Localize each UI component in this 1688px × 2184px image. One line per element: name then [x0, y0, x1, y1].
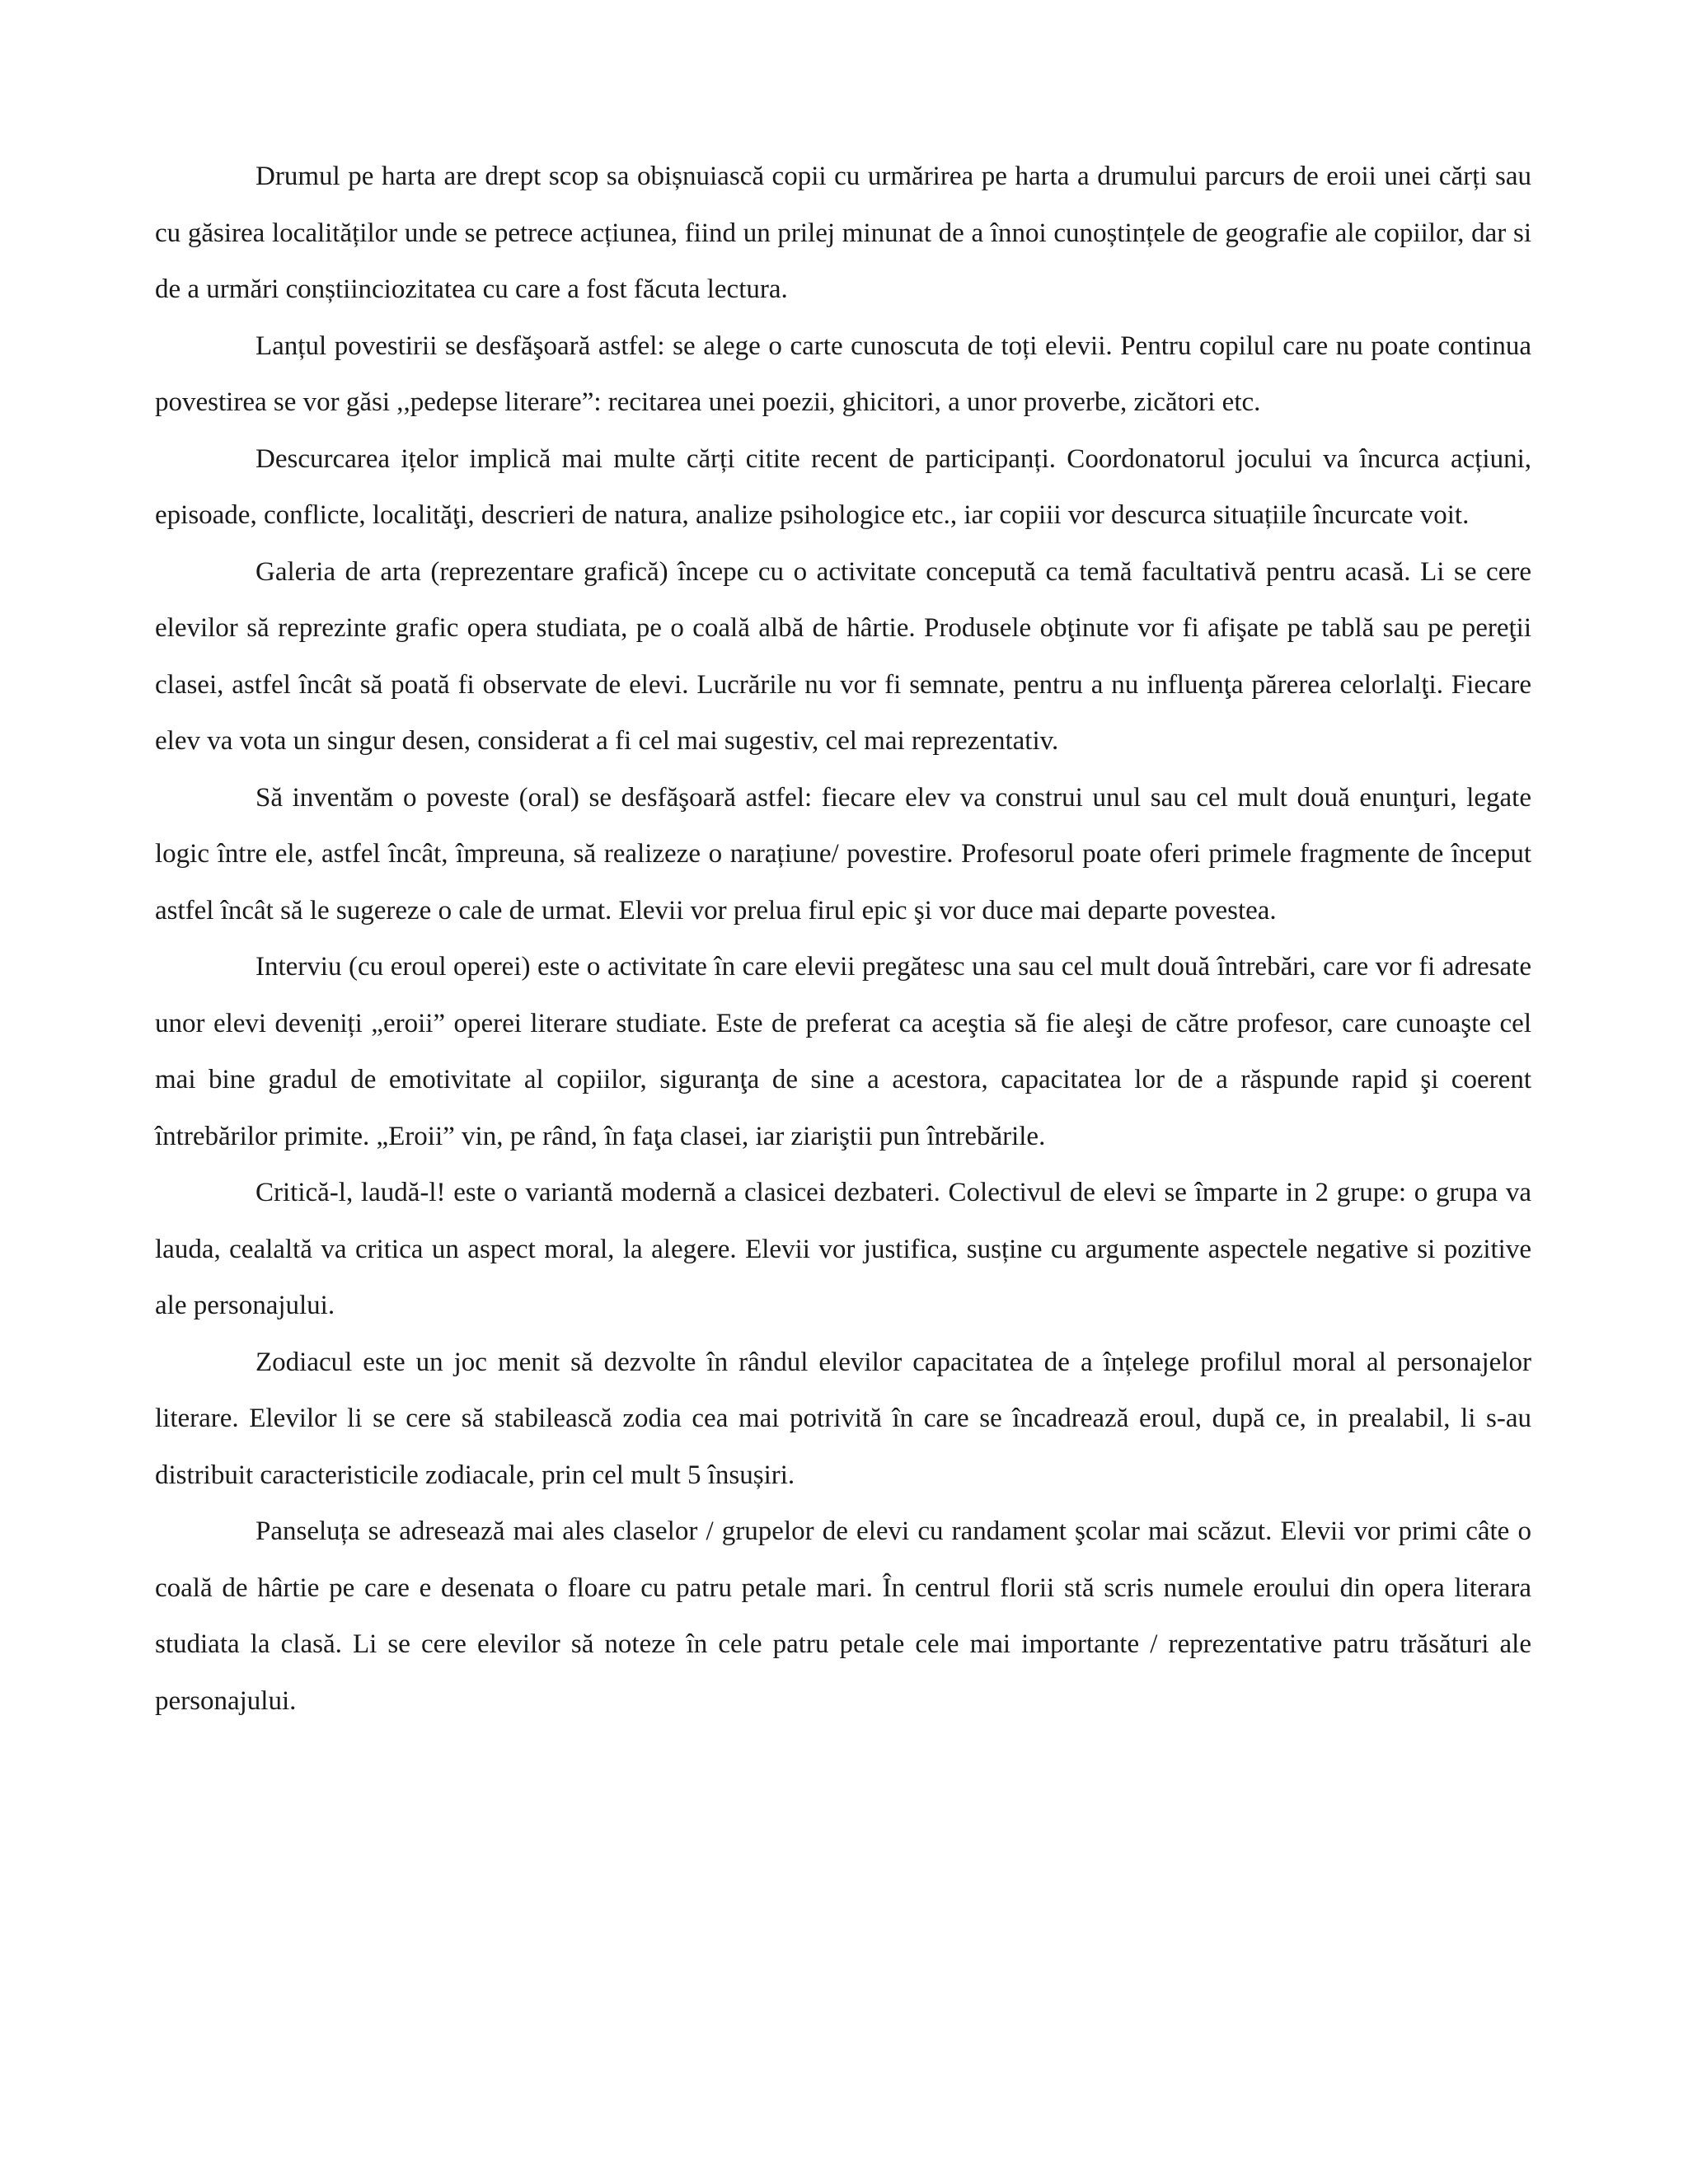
- paragraph-descurcarea-itelor: Descurcarea ițelor implică mai multe cărți citite recent de participanți. Coordonatorul jocului va încurca acțiuni, episoade, conflicte, localităţi, descrieri de natura, analize psihologice etc., iar copiii vor descurca situațiile încurcate voit.: [155, 443, 1531, 530]
- paragraph-lantul-povestirii: Lanțul povestirii se desfăşoară astfel: se alege o carte cunoscuta de toți elevii. Pentru copilul care nu poate continua povestirea se vor găsi ,,pedepse literare”: recitarea unei poezii, ghicitori, a unor proverbe, zicători etc.: [155, 330, 1531, 417]
- paragraph-critica-lauda: Critică-l, laudă-l! este o variantă modernă a clasicei dezbateri. Colectivul de elevi se împarte in 2 grupe: o grupa va lauda, cealaltă va critica un aspect moral, la alegere. Elevii vor justifica, susține cu argumente aspectele negative si pozitive ale personajului.: [155, 1178, 1531, 1320]
- paragraph-sa-inventam-o-poveste: Să inventăm o poveste (oral) se desfăşoară astfel: fiecare elev va construi unul sau cel mult două enunţuri, legate logic între ele, astfel încât, împreuna, să realizeze o narațiune/ povestire. Profesorul poate oferi primele fragmente de început astfel încât să le sugereze o cale de urmat. Elevii vor prelua firul epic şi vor duce mai departe povestea.: [155, 782, 1531, 926]
- document-page: [155, 148, 1531, 1729]
- paragraph-zodiacul: Zodiacul este un joc menit să dezvolte în rândul elevilor capacitatea de a înțelege profilul moral al personajelor literare. Elevilor li se cere să stabilească zodia cea mai potrivită în care se încadrează eroul, după ce, in prealabil, li s-au distribuit caracteristicile zodiacale, prin cel mult 5 însușiri.: [155, 1347, 1531, 1490]
- paragraph-panseluta: Panseluța se adresează mai ales claselor / grupelor de elevi cu randament şcolar mai scăzut. Elevii vor primi câte o coală de hârtie pe care e desenata o floare cu patru petale mari. În centrul florii stă scris numele eroului din opera literara studiata la clasă. Li se cere elevilor să noteze în cele patru petale cele mai importante / reprezentative patru trăsături ale personajului.: [155, 1516, 1531, 1716]
- paragraph-galeria-de-arta: Galeria de arta (reprezentare grafică) începe cu o activitate concepută ca temă facultativă pentru acasă. Li se cere elevilor să reprezinte grafic opera studiata, pe o coală albă de hârtie. Produsele obţinute vor fi afişate pe tablă sau pe pereţii clasei, astfel încât să poată fi observate de elevi. Lucrările nu vor fi semnate, pentru a nu influenţa părerea celorlalţi. Fiecare elev va vota un singur desen, considerat a fi cel mai sugestiv, cel mai reprezentativ.: [155, 556, 1531, 756]
- paragraph-interviu: Interviu (cu eroul operei) este o activitate în care elevii pregătesc una sau cel mult două întrebări, care vor fi adresate unor elevi deveniți „eroii” operei literare studiate. Este de preferat ca aceştia să fie aleşi de către profesor, care cunoaşte cel mai bine gradul de emotivitate al copiilor, siguranţa de sine a acestora, capacitatea lor de a răspunde rapid şi coerent întrebărilor primite. „Eroii” vin, pe rând, în faţa clasei, iar ziariştii pun întrebările.: [155, 952, 1531, 1151]
- paragraph-drumul-pe-harta: Drumul pe harta are drept scop sa obișnuiască copii cu urmărirea pe harta a drumului parcurs de eroii unei cărți sau cu găsirea localităților unde se petrece acțiunea, fiind un prilej minunat de a înnoi cunoștințele de geografie ale copiilor, dar si de a urmări conștiinciozitatea cu care a fost făcuta lectura.: [155, 162, 1531, 304]
